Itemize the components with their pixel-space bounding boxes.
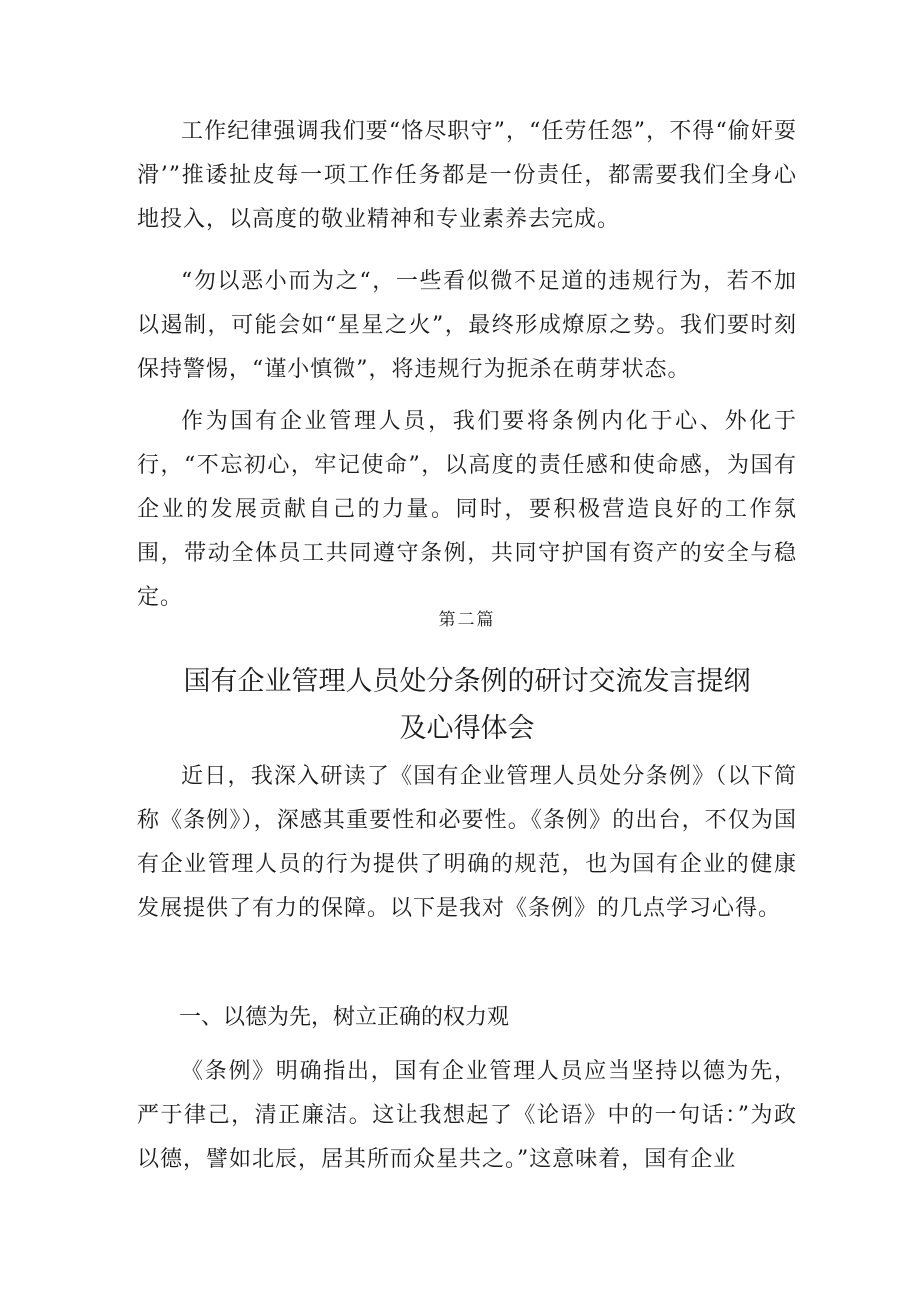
- document-title: 国有企业管理人员处分条例的研讨交流发言提纲及心得体会: [183, 666, 751, 744]
- body-paragraph: 工作纪律强调我们要“恪尽职守”，“任劳任怨”，不得“偷奸耍滑’”推诿扯皮每一项工作任务都是一份责任，都需要我们全身心地投入，以高度的敬业精神和专业素养去完成。: [137, 119, 797, 232]
- section-label: 第二篇: [438, 610, 496, 630]
- body-paragraph: 近日，我深入研读了《国有企业管理人员处分条例》（以下简称《条例》），深感其重要性和必要性。《条例》的出台，不仅为国有企业管理人员的行为提供了明确的规范，也为国有企业的健康发展提供了有力的保障。以下是我对《条例》的几点学习心得。: [137, 764, 797, 921]
- body-paragraph: 《条例》明确指出，国有企业管理人员应当坚持以德为先，严于律己，清正廉洁。这让我想起了《论语》中的一句话：”为政以德，譬如北辰，居其所而众星共之。”这意味着，国有企业: [137, 1059, 797, 1172]
- body-paragraph: “勿以恶小而为之“，一些看似微不足道的违规行为，若不加以遏制，可能会如“星星之火”，最终形成燎原之势。我们要时刻保持警惕，“谨小慎微”，将违规行为扼杀在萌芽状态。: [137, 269, 797, 382]
- body-paragraph: 作为国有企业管理人员，我们要将条例内化于心、外化于行，“不忘初心，牢记使命”，以高度的责任感和使命感，为国有企业的发展贡献自己的力量。同时，要积极营造良好的工作氛围，带动全体员工共同遵守条例，共同守护国有资产的安全与稳定。: [137, 409, 797, 610]
- section-heading: 一、以德为先，树立正确的权力观: [179, 1005, 510, 1030]
